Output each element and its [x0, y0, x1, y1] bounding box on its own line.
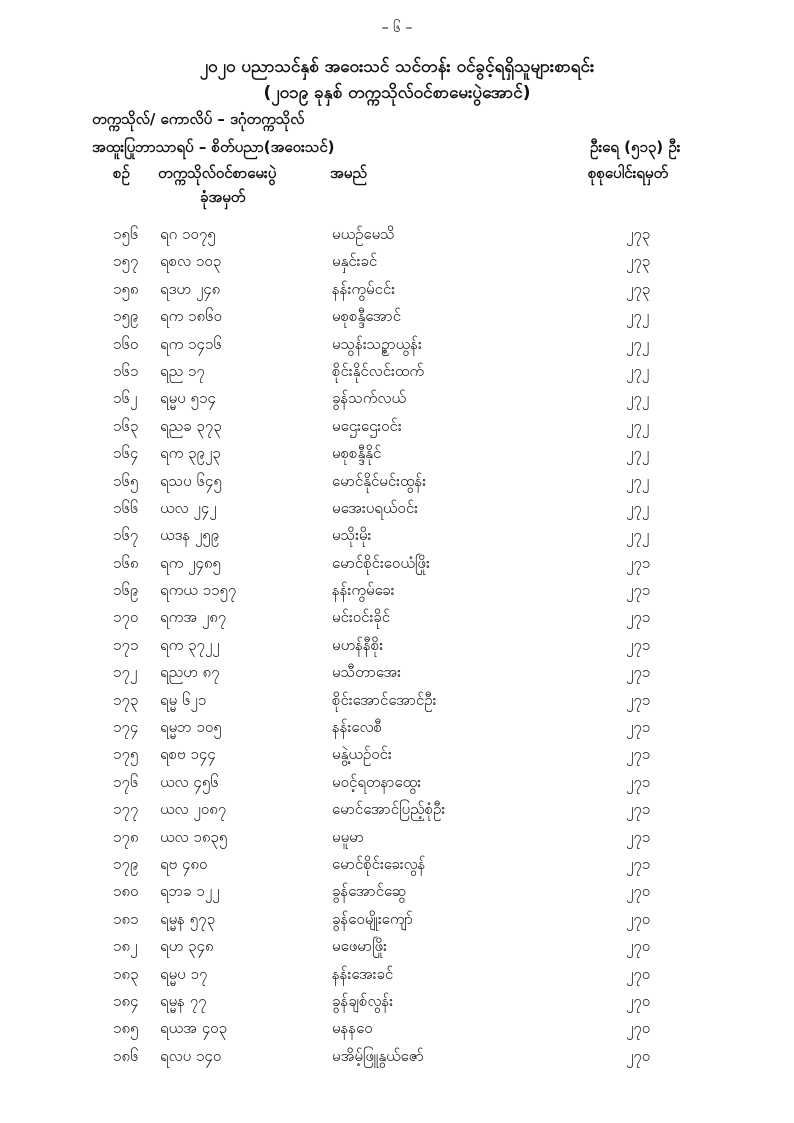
row-serial: ၁၆၄ — [113, 444, 139, 463]
row-roll-number: ရက ၃၇၂၂ — [160, 635, 220, 654]
row-serial: ၁၈၃ — [113, 964, 139, 983]
table-row — [0, 523, 794, 550]
row-name: နန်းအေးခင် — [332, 964, 394, 983]
row-roll-number: ရမ္မဘ ၁၀၅ — [160, 718, 222, 737]
page-title: ၂၀၂၀ ပညာသင်နှစ် အဝေးသင် သင်တန်း ဝင်ခွင့်ရရှိသူများစာရင်း — [199, 57, 595, 77]
table-row — [0, 469, 794, 496]
row-serial: ၁၅၉ — [113, 307, 139, 326]
table-row — [0, 277, 794, 304]
row-serial: ၁၆၉ — [113, 581, 139, 600]
row-serial: ၁၆၁ — [113, 361, 139, 380]
row-name: မမူမာ — [332, 827, 364, 846]
row-serial: ၁၇၇ — [113, 800, 139, 819]
table-row — [0, 879, 794, 906]
row-total: ၂၇၀ — [626, 909, 651, 928]
table-row — [0, 989, 794, 1016]
row-serial: ၁၈၅ — [113, 1019, 139, 1038]
row-roll-number: ယလ ၁၈၃၅ — [160, 827, 228, 846]
row-roll-number: ရမ္မ ၆၂၁ — [160, 690, 207, 709]
table-row — [0, 688, 794, 715]
table-row — [0, 332, 794, 359]
row-name: မနွဲ့ယဉ်ဝင်း — [332, 745, 392, 764]
row-roll-number: ရဘခ ၁၂၂ — [160, 882, 220, 901]
row-total: ၂၇၂ — [626, 334, 650, 353]
table-row — [0, 578, 794, 605]
row-serial: ၁၆၇ — [113, 526, 139, 545]
row-serial: ၁၆၈ — [113, 553, 139, 572]
row-name: မင်းဝင်းခိုင် — [332, 608, 391, 627]
table-row — [0, 742, 794, 769]
column-header-name: အမည် — [330, 164, 367, 182]
row-serial: ၁၈၂ — [113, 937, 138, 956]
row-total: ၂၇၀ — [626, 937, 651, 956]
row-roll-number: ရမ္မန ၅၇၃ — [160, 909, 216, 928]
row-total: ၂၇၀ — [626, 882, 651, 901]
row-total: ၂၇၁ — [626, 581, 651, 600]
department-label: တက္ကသိုလ်/ ကောလိပ် – ဒဂုံတက္ကသိုလ် — [92, 110, 305, 128]
column-header-total: စုစုပေါင်းရမှတ် — [588, 164, 669, 182]
row-name: ခွန်အောင်ဆွေ — [332, 882, 407, 901]
row-total: ၂၇၁ — [626, 800, 651, 819]
row-roll-number: ရယအ ၄၀၃ — [160, 1019, 228, 1038]
row-roll-number: ရဟ ၃၄၈ — [160, 937, 214, 956]
row-roll-number: ရဂ ၁၀၇၅ — [160, 225, 216, 243]
row-roll-number: ရက ၁၄၁၆ — [160, 334, 222, 353]
row-total: ၂၇၀ — [626, 991, 651, 1010]
row-total: ၂၇၀ — [626, 1046, 651, 1065]
row-name: မစုစန္ဒီအောင် — [332, 307, 402, 326]
row-name: မဖေမာဖြိုး — [332, 937, 387, 956]
row-roll-number: ရက ၂၄၈၅ — [160, 553, 221, 572]
student-count: ဦးရေ (၅၁၃) ဦး — [590, 138, 681, 156]
row-serial: ၁၅၈ — [113, 279, 139, 298]
row-roll-number: ရမ္မပ ၅၁၄ — [160, 389, 216, 408]
row-total: ၂၇၂ — [626, 361, 650, 380]
row-serial: ၁၆၅ — [113, 471, 139, 490]
table-row — [0, 770, 794, 797]
row-total: ၂၇၁ — [626, 772, 651, 791]
row-total: ၂၇၃ — [626, 225, 651, 243]
row-roll-number: ယလ ၄၅၆ — [160, 772, 219, 791]
column-header-exam: တက္ကသိုလ်ဝင်စာမေးပွဲ — [158, 164, 277, 182]
row-name: မနှင်းခင် — [332, 252, 378, 271]
row-roll-number: ရကယ ၁၁၅၇ — [160, 581, 237, 600]
row-total: ၂၇၁ — [626, 663, 651, 682]
major-label: အထူးပြုဘာသာရပ် – စိတ်ပညာ(အဝေးသင်) — [92, 138, 335, 156]
row-serial: ၁၈၀ — [113, 882, 139, 901]
row-name: မနနဝေ — [332, 1019, 373, 1038]
row-serial: ၁၆၃ — [113, 416, 139, 435]
row-name: မဝင့်ရတနာထွေး — [332, 772, 421, 791]
row-name: မောင်နိုင်မင်းထွန်း — [332, 471, 427, 490]
table-row — [0, 715, 794, 742]
row-serial: ၁၈၆ — [113, 1046, 139, 1065]
row-serial: ၁၆၀ — [113, 334, 139, 353]
row-name: မသွန်းသဉ္စာယွန်း — [332, 334, 422, 353]
table-row — [0, 1044, 794, 1071]
table-row — [0, 222, 794, 249]
row-name: မောင်စိုင်းဝေယံဖြိုး — [332, 553, 430, 572]
row-roll-number: ယဒန ၂၅၉ — [160, 526, 220, 545]
row-total: ၂၇၀ — [626, 1019, 651, 1038]
table-row — [0, 825, 794, 852]
table-row — [0, 304, 794, 331]
row-serial: ၁၇၄ — [113, 718, 139, 737]
row-name: မောင်အောင်ပြည့်စုံဦး — [332, 800, 446, 819]
page-number: – ၆ – — [381, 20, 413, 36]
row-serial: ၁၇၆ — [113, 772, 139, 791]
row-name: မအိမ့်ဖြူနွယ်ဇော် — [332, 1046, 424, 1065]
row-serial: ၁၅၆ — [113, 225, 139, 243]
row-total: ၂၇၂ — [626, 307, 650, 326]
table-row — [0, 633, 794, 660]
row-total: ၂၇၂ — [626, 526, 650, 545]
row-name: မအေးပရယ်ဝင်း — [332, 498, 418, 517]
row-total: ၂၇၁ — [626, 745, 651, 764]
row-roll-number: ရကအ ၂၈၇ — [160, 608, 227, 627]
row-name: မဟန်နီစိုး — [332, 635, 384, 654]
row-roll-number: ရမ္မန ၇၇ — [160, 991, 207, 1010]
row-name: မဌေးဌေးဝင်း — [332, 416, 402, 435]
row-name: ခွန်ဝေမျိုးကျော် — [332, 909, 414, 928]
column-header-serial: စဉ် — [113, 164, 130, 182]
table-row — [0, 551, 794, 578]
row-total: ၂၇၁ — [626, 635, 651, 654]
page-subtitle: (၂၀၁၉ ခုနှစ် တက္ကသိုလ်ဝင်စာမေးပွဲအောင်) — [263, 83, 531, 103]
row-roll-number: ရလပ ၁၄၀ — [160, 1046, 222, 1065]
row-total: ၂၇၁ — [626, 690, 651, 709]
row-roll-number: ရညခ ၃၇၃ — [160, 416, 222, 435]
row-name: နန်းကွမ်ခေး — [332, 581, 395, 600]
row-roll-number: ရစလ ၁၀၃ — [160, 252, 222, 271]
table-row — [0, 934, 794, 961]
row-total: ၂၇၂ — [626, 498, 650, 517]
row-total: ၂၇၁ — [626, 553, 651, 572]
row-name: မသီတာအေး — [332, 663, 401, 682]
row-serial: ၁၆၆ — [113, 498, 139, 517]
row-total: ၂၇၂ — [626, 389, 650, 408]
table-row — [0, 1016, 794, 1043]
row-serial: ၁၇၁ — [113, 635, 139, 654]
table-row — [0, 496, 794, 523]
results-table — [0, 222, 794, 1071]
table-row — [0, 249, 794, 276]
row-serial: ၁၇၀ — [113, 608, 139, 627]
row-total: ၂၇၂ — [626, 444, 650, 463]
row-name: နန်းကွမ်ငင်း — [332, 279, 396, 298]
row-total: ၂၇၃ — [626, 252, 651, 271]
row-roll-number: ယလ ၂၀၈၇ — [160, 800, 227, 819]
row-total: ၂၇၀ — [626, 964, 651, 983]
row-name: မယဉ်မေသိ — [332, 225, 395, 243]
table-row — [0, 441, 794, 468]
row-serial: ၁၇၅ — [113, 745, 139, 764]
row-serial: ၁၆၂ — [113, 389, 138, 408]
table-row — [0, 359, 794, 386]
row-name: နန်းလေစီ — [332, 718, 382, 737]
row-serial: ၁၈၁ — [113, 909, 139, 928]
row-total: ၂၇၁ — [626, 827, 651, 846]
row-roll-number: ရဒဟ ၂၄၈ — [160, 279, 221, 298]
row-name: မောင်စိုင်းခေးလွန် — [332, 854, 426, 873]
row-roll-number: ရက ၃၉၂၃ — [160, 444, 221, 463]
row-serial: ၁၇၃ — [113, 690, 139, 709]
row-name: ခွန်ချစ်လွန်း — [332, 991, 394, 1010]
table-row — [0, 660, 794, 687]
row-roll-number: ရစဗ ၁၄၄ — [160, 745, 216, 764]
row-roll-number: ရသပ ၆၄၅ — [160, 471, 222, 490]
row-total: ၂၇၂ — [626, 416, 650, 435]
row-name: မစုစန္ဒီနိုင် — [332, 444, 382, 463]
row-name: စိုင်းအောင်အောင်ဦး — [332, 690, 437, 709]
row-roll-number: ရက ၁၈၆၀ — [160, 307, 222, 326]
row-roll-number: ယလ ၂၄၂ — [160, 498, 217, 517]
table-row — [0, 962, 794, 989]
table-row — [0, 605, 794, 632]
column-header-exam-roll: ခုံအမှတ် — [200, 188, 246, 206]
row-roll-number: ရဗ ၄၈၀ — [160, 854, 208, 873]
table-row — [0, 386, 794, 413]
row-total: ၂၇၁ — [626, 854, 651, 873]
row-roll-number: ရမ္မပ ၁၇ — [160, 964, 208, 983]
row-serial: ၁၈၄ — [113, 991, 139, 1010]
row-serial: ၁၇၉ — [113, 854, 139, 873]
table-row — [0, 907, 794, 934]
row-name: စိုင်းနိုင်လင်းထက် — [332, 361, 425, 380]
row-total: ၂၇၁ — [626, 718, 651, 737]
row-serial: ၁၇၂ — [113, 663, 138, 682]
row-roll-number: ရည ၁၇ — [160, 361, 205, 380]
row-name: မသိုးမိုး — [332, 526, 372, 545]
row-roll-number: ရညဟ ၈၇ — [160, 663, 220, 682]
row-serial: ၁၇၈ — [113, 827, 139, 846]
row-total: ၂၇၃ — [626, 279, 651, 298]
row-serial: ၁၅၇ — [113, 252, 139, 271]
table-row — [0, 852, 794, 879]
row-name: ခွန်သက်လယ် — [332, 389, 407, 408]
row-total: ၂၇၂ — [626, 471, 650, 490]
table-row — [0, 797, 794, 824]
table-row — [0, 414, 794, 441]
row-total: ၂၇၁ — [626, 608, 651, 627]
